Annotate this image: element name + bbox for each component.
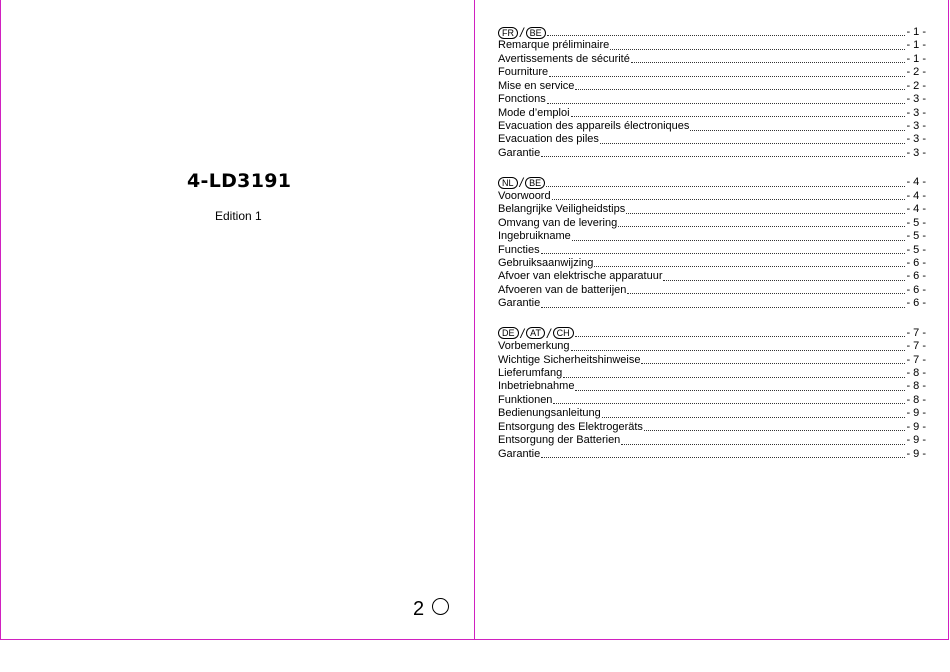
language-flags — [498, 176, 545, 189]
dot-leader — [575, 327, 906, 337]
dot-leader — [571, 107, 906, 117]
dot-leader — [549, 67, 905, 77]
toc-page-number: - 1 - — [906, 52, 926, 65]
dot-leader — [621, 435, 905, 445]
toc-entry-label: Bedienungsanleitung — [498, 407, 601, 420]
page-frame-right — [948, 0, 949, 640]
country-code-badge: CH — [553, 327, 574, 339]
toc-entry[interactable] — [498, 270, 926, 283]
country-code-badge: DE — [498, 327, 519, 339]
toc-page-number: - 7 - — [906, 340, 926, 353]
toc-page-number: - 6 - — [906, 270, 926, 283]
toc-entry[interactable] — [498, 147, 926, 160]
toc-entry[interactable] — [498, 297, 926, 310]
toc-entry[interactable] — [498, 340, 926, 353]
language-flags — [498, 26, 546, 39]
toc-page-number: - 5 - — [906, 243, 926, 256]
toc-page-number: - 6 - — [906, 297, 926, 310]
toc-entry-label: Garantie — [498, 297, 541, 310]
toc-page-number: - 3 - — [906, 133, 926, 146]
dot-leader — [575, 80, 905, 90]
toc-entry[interactable] — [498, 203, 926, 216]
toc-page-number: - 4 - — [906, 176, 926, 189]
toc-entry[interactable] — [498, 407, 926, 420]
toc-entry[interactable] — [498, 80, 926, 93]
toc-page-number: - 3 - — [906, 120, 926, 133]
dot-leader — [572, 231, 906, 241]
country-code-badge: BE — [526, 27, 546, 39]
toc-entry-label: Entsorgung des Elektrogeräts — [498, 420, 643, 433]
dot-leader — [618, 217, 905, 227]
dot-leader — [541, 448, 905, 458]
toc-page-number: - 8 - — [906, 367, 926, 380]
flag-separator: / — [520, 325, 525, 341]
toc-entry-label: Remarque préliminaire — [498, 39, 610, 52]
dot-leader — [563, 368, 905, 378]
toc-entry[interactable] — [498, 448, 926, 461]
toc-entry[interactable] — [498, 244, 926, 257]
toc-language-header[interactable] — [498, 327, 926, 340]
circle-icon — [432, 598, 449, 615]
toc-entry-label: Belangrijke Veiligheidstips — [498, 203, 626, 216]
dot-leader — [602, 408, 906, 418]
dot-leader — [547, 26, 906, 36]
country-code-badge: NL — [498, 177, 518, 189]
toc-entry[interactable] — [498, 217, 926, 230]
toc-page-number: - 7 - — [906, 353, 926, 366]
toc-page-number: - 2 - — [906, 79, 926, 92]
toc-entry[interactable] — [498, 434, 926, 447]
dot-leader — [575, 381, 905, 391]
toc-page-number: - 4 - — [906, 203, 926, 216]
toc-page-number: - 4 - — [906, 189, 926, 202]
toc-entry-label: Afvoer van elektrische apparatuur — [498, 270, 663, 283]
toc-entry[interactable] — [498, 257, 926, 270]
dot-leader — [541, 298, 905, 308]
toc-page-number: - 8 - — [906, 380, 926, 393]
toc-page-number: - 3 - — [906, 93, 926, 106]
toc-language-header[interactable] — [498, 176, 926, 189]
toc-entry-label: Fonctions — [498, 93, 546, 106]
toc-entry[interactable] — [498, 107, 926, 120]
toc-page-number: - 5 - — [906, 230, 926, 243]
toc-entry-label: Garantie — [498, 146, 541, 159]
toc-page-number: - 3 - — [906, 106, 926, 119]
toc-entry-label: Garantie — [498, 447, 541, 460]
toc-entry-label: Mise en service — [498, 79, 575, 92]
toc-entry-label: Wichtige Sicherheitshinweise — [498, 353, 641, 366]
dot-leader — [600, 134, 906, 144]
toc-page-number: - 9 - — [906, 447, 926, 460]
country-code-badge: BE — [525, 177, 545, 189]
toc-entry-label: Entsorgung der Batterien — [498, 434, 621, 447]
toc-page-number: - 9 - — [906, 407, 926, 420]
toc-entry[interactable] — [498, 230, 926, 243]
dot-leader — [594, 257, 905, 267]
toc-section — [498, 327, 926, 461]
toc-entry-label: Omvang van de levering — [498, 216, 618, 229]
dot-leader — [547, 94, 906, 104]
page-number: 2 — [413, 598, 425, 620]
toc-page-number: - 2 - — [906, 66, 926, 79]
dot-leader — [541, 147, 905, 157]
toc-page-number: - 9 - — [906, 420, 926, 433]
toc-entry-label: Ingebruikname — [498, 230, 571, 243]
dot-leader — [631, 53, 906, 63]
toc-entry-label: Evacuation des appareils électroniques — [498, 120, 690, 133]
toc-page-number: - 9 - — [906, 434, 926, 447]
toc-entry[interactable] — [498, 381, 926, 394]
flag-separator: / — [519, 175, 524, 191]
edition-label: Edition 1 — [215, 209, 262, 223]
table-of-contents — [498, 26, 926, 477]
toc-language-header[interactable] — [498, 26, 926, 39]
dot-leader — [641, 354, 905, 364]
toc-entry[interactable] — [498, 120, 926, 133]
page-divider — [474, 0, 475, 640]
dot-leader — [610, 40, 905, 50]
dot-leader — [663, 271, 905, 281]
toc-entry-label: Avertissements de sécurité — [498, 52, 630, 65]
dot-leader — [571, 341, 906, 351]
toc-section — [498, 176, 926, 310]
toc-page-number: - 7 - — [906, 326, 926, 339]
toc-entry-label: Funktionen — [498, 393, 553, 406]
toc-page-number: - 1 - — [906, 25, 926, 38]
country-code-badge: FR — [498, 27, 518, 39]
toc-entry-label: Functies — [498, 243, 540, 256]
dot-leader — [541, 244, 906, 254]
toc-entry[interactable] — [498, 394, 926, 407]
toc-entry-label: Lieferumfang — [498, 367, 563, 380]
toc-entry-label: Afvoeren van de batterijen — [498, 283, 627, 296]
page-frame-left — [0, 0, 1, 640]
toc-section — [498, 26, 926, 160]
toc-page-number: - 1 - — [906, 39, 926, 52]
dot-leader — [552, 190, 906, 200]
toc-entry-label: Fourniture — [498, 66, 549, 79]
toc-entry[interactable] — [498, 93, 926, 106]
toc-entry[interactable] — [498, 134, 926, 147]
toc-entry[interactable] — [498, 190, 926, 203]
toc-entry-label: Evacuation des piles — [498, 133, 599, 146]
country-code-badge: AT — [526, 327, 545, 339]
dot-leader — [690, 121, 905, 131]
toc-page-number: - 6 - — [906, 256, 926, 269]
toc-entry[interactable] — [498, 53, 926, 66]
language-flags — [498, 327, 574, 340]
dot-leader — [546, 177, 905, 187]
model-number: 4-LD3191 — [187, 170, 292, 192]
dot-leader — [553, 394, 905, 404]
toc-entry-label: Inbetriebnahme — [498, 380, 575, 393]
toc-page-number: - 5 - — [906, 216, 926, 229]
toc-entry-label: Mode d’emploi — [498, 106, 570, 119]
toc-entry[interactable] — [498, 354, 926, 367]
toc-entry-label: Vorbemerkung — [498, 340, 570, 353]
dot-leader — [644, 421, 906, 431]
toc-page-number: - 8 - — [906, 393, 926, 406]
toc-entry[interactable] — [498, 39, 926, 52]
toc-entry-label: Gebruiksaanwijzing — [498, 256, 594, 269]
dot-leader — [626, 204, 905, 214]
flag-separator: / — [520, 24, 524, 40]
flag-separator: / — [546, 325, 551, 341]
toc-entry-label: Voorwoord — [498, 189, 551, 202]
toc-page-number: - 6 - — [906, 283, 926, 296]
toc-entry[interactable] — [498, 284, 926, 297]
toc-entry[interactable] — [498, 367, 926, 380]
toc-page-number: - 3 - — [906, 146, 926, 159]
toc-entry[interactable] — [498, 421, 926, 434]
dot-leader — [627, 284, 905, 294]
toc-entry[interactable] — [498, 66, 926, 79]
